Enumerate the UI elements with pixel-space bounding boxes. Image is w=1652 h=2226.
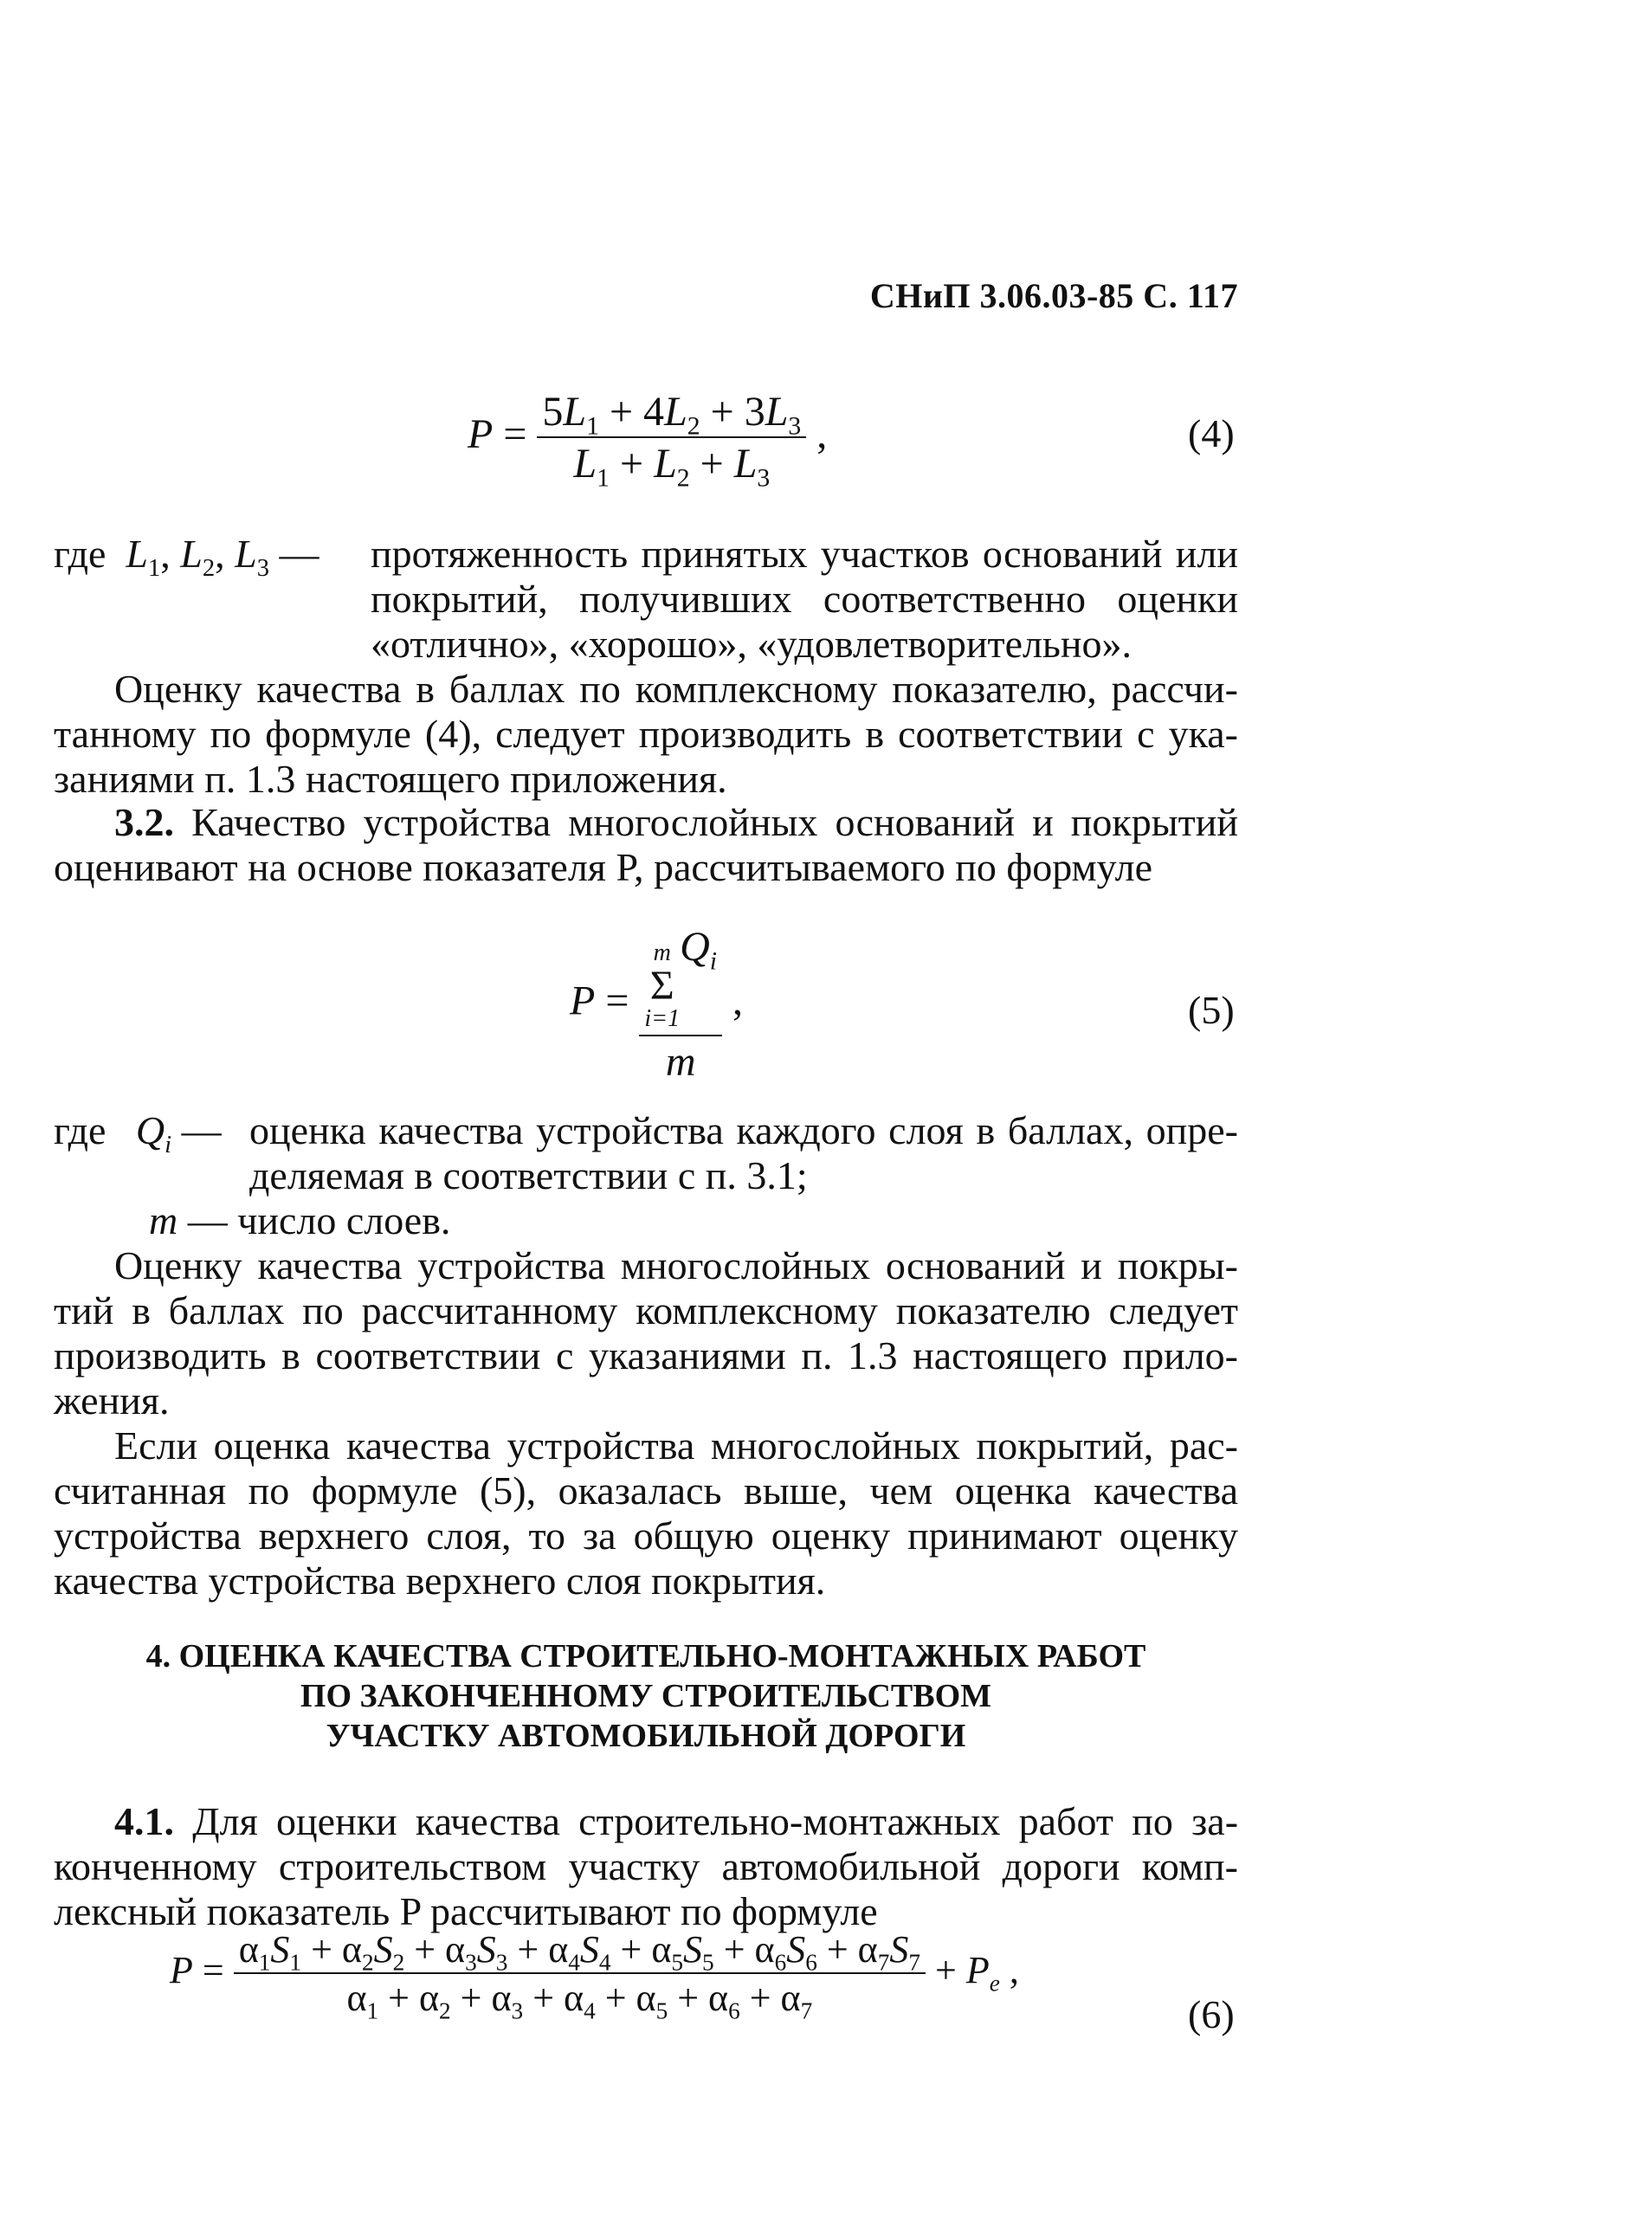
- formula-4-denominator: $L_1 + L_2 + L_3$: [573, 441, 771, 493]
- formula-6-denominator: $\alpha_1 + \alpha_2 + \alpha_3 + \alpha_4 + \alpha_5 + \alpha_6 + \alpha_7$: [346, 1977, 813, 2024]
- where-lead-1: где $L_1$, $L_2$, $L_3$ —: [54, 532, 319, 582]
- formula-4-fraction: [537, 389, 806, 493]
- formula-5: P = m Σ i=1 $Q_i$ m ,: [570, 924, 744, 1085]
- formula-6: P = $\frac{\alpha_1S_1 + \alpha_2S_2 + \alpha_3S_3 + \alpha_4S_4 + \alpha_5S_5 + \alpha_6S_6 + \alpha_7S_7}{\alpha_1 + \alpha_2 + \alpha_3 + \alpha_4 + \alpha_5 + \alpha_6 + \alpha_7}$ + $P_e$ ,: [170, 1928, 1019, 2024]
- formula-5-lhs: P: [570, 978, 596, 1024]
- paragraph-1: Оценку качества в баллах по комплексному показателю, рассчи- танному по формуле (4), следует производить в соответствии с ука- заниями п. 1.3 настоящего приложения.: [54, 667, 1238, 801]
- formula-5-numerator: m Σ i=1 $Q_i$: [639, 926, 722, 1036]
- where-1-definition: протяженность принятых участков оснований или покрытий, получивших соответственно оценки «отлично», «хорошо», «удовлетворительно».: [371, 532, 1238, 666]
- formula-4-lhs: P: [468, 411, 494, 458]
- paragraph-3: Если оценка качества устройства многослойных покрытий, рас- считанная по формуле (5), оказалась выше, чем оценка качества устройства верхнего слоя, то за общую оценку принимают оценку качества устройства верхнего слоя покрытия.: [54, 1423, 1238, 1603]
- formula-6-lhs: P: [170, 1949, 193, 1992]
- formula-5-number: (5): [1188, 988, 1235, 1032]
- where-2-m: m — число слоев.: [149, 1198, 451, 1242]
- running-head: СНиП 3.06.03-85 С. 117: [869, 276, 1238, 315]
- formula-5-fraction: [639, 926, 722, 1083]
- sum-operator: m Σ i=1: [644, 939, 681, 1032]
- formula-4: P = $\frac{5L_1 + 4L_2 + 3L_3}{L_1 + L_2 + L_3}$ ,: [468, 389, 828, 493]
- formula-4-number: (4): [1188, 411, 1235, 455]
- formula-6-numerator: $\alpha_1S_1 + \alpha_2S_2 + \alpha_3S_3 + \alpha_4S_4 + \alpha_5S_5 + \alpha_6S_6 + \alpha_7S_7$: [234, 1931, 926, 1974]
- paragraph-2: Оценку качества устройства многослойных оснований и покры- тий в баллах по рассчитанному комплексному показателю следует производить в соответствии с указаниями п. 1.3 настоящего прило- жения.: [54, 1243, 1238, 1423]
- where-lead-2: где $Q_i$ —: [54, 1108, 222, 1158]
- section-4-heading: 4. ОЦЕНКА КАЧЕСТВА СТРОИТЕЛЬНО-МОНТАЖНЫХ РАБОТ ПО ЗАКОНЧЕННОМУ СТРОИТЕЛЬСТВОМ УЧАСТКУ АВТОМОБИЛЬНОЙ ДОРОГИ: [145, 1638, 1146, 1754]
- paragraph-3-2: 3.2. Качество устройства многослойных оснований и покрытий оценивают на основе показателя P, рассчитываемого по формуле: [54, 800, 1239, 889]
- formula-4-numerator: $5L_1 + 4L_2 + 3L_3$: [537, 391, 806, 438]
- where-2-q-definition: оценка качества устройства каждого слоя в баллах, опре- деляемая в соответствии с п. 3.1;: [249, 1108, 1238, 1197]
- paragraph-4-1: 4.1. Для оценки качества строительно-монтажных работ по за- конченному строительством участку автомобильной дороги комп- лексный показатель P рассчитывают по формуле: [54, 1799, 1239, 1933]
- formula-6-fraction: [234, 1928, 926, 2024]
- formula-5-denominator: m: [665, 1039, 696, 1085]
- formula-6-number: (6): [1188, 1992, 1235, 2036]
